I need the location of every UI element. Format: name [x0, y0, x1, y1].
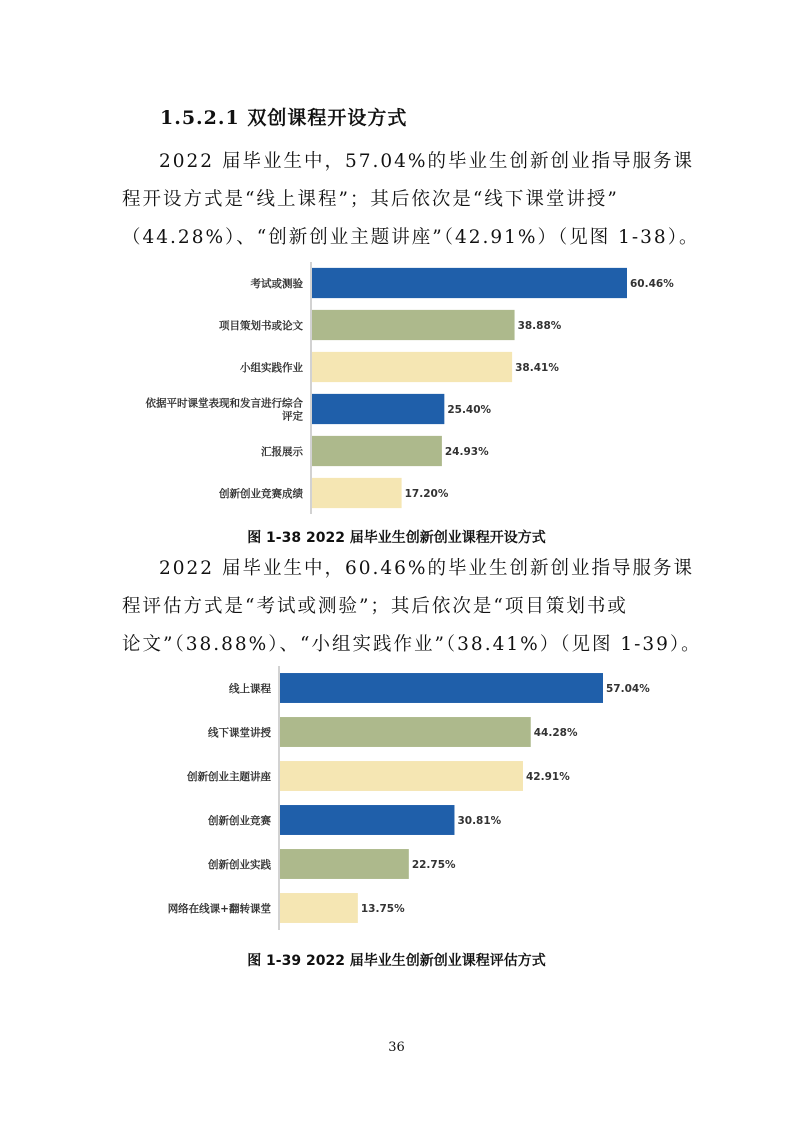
chart2-value-label-2: 44.28% — [533, 727, 578, 739]
paragraph-2 — [122, 550, 702, 664]
chart2-category-label-2-line-1: 线下课堂讲授 — [208, 727, 271, 739]
chart1-category-label-4-line-1: 依据平时课堂表现和发言进行综合 — [145, 397, 303, 410]
chart2-category-label-4-line-1: 创新创业竞赛 — [208, 815, 271, 827]
chart2-category-label-5-line-1: 创新创业实践 — [208, 859, 271, 871]
chart1-value-label-5: 24.93% — [444, 446, 489, 458]
chart1-bar-4 — [312, 394, 444, 424]
chart1-category-label-4 — [145, 397, 304, 423]
chart1-category-label-2 — [219, 319, 303, 332]
chart2-category-label-5 — [207, 858, 271, 871]
chart2-bar-2 — [280, 717, 531, 747]
paragraph-1-line-2: 程开设方式是“线上课程”；其后依次是“线下课堂讲授” — [122, 189, 619, 210]
chart2-value-label-1: 57.04% — [606, 683, 650, 695]
chart2-category-label-1 — [229, 682, 271, 695]
figure-caption-1-38: 图 1-38 2022 届毕业生创新创业课程开设方式 — [247, 530, 546, 546]
chart2-value-label-3: 42.91% — [525, 771, 570, 783]
chart1-category-label-3-line-1: 小组实践作业 — [240, 362, 303, 374]
chart1-category-label-4-line-2: 评定 — [282, 410, 303, 423]
chart1-bar-5 — [312, 436, 442, 466]
chart2-value-label-4: 30.81% — [457, 815, 502, 827]
chart2-bar-5 — [280, 849, 409, 879]
chart1-value-label-3: 38.41% — [515, 362, 559, 374]
chart1-category-label-5-line-1: 汇报展示 — [261, 446, 303, 458]
chart2-bar-1 — [280, 673, 603, 703]
paragraph-2-line-2: 程评估方式是“考试或测验”；其后依次是“项目策划书或 — [122, 596, 628, 617]
paragraph-2-line-3: 论文”（38.88%）、“小组实践作业”（38.41%）（见图 1-39）。 — [122, 634, 702, 655]
chart2-bar-3 — [280, 761, 523, 791]
paragraph-2-line-1: 2022 届毕业生中，60.46%的毕业生创新创业指导服务课 — [159, 558, 695, 579]
chart1-value-label-4: 25.40% — [447, 404, 492, 416]
chart1-category-label-3 — [240, 361, 303, 374]
chart2-category-label-2 — [208, 726, 271, 739]
chart2-category-label-3-line-1: 创新创业主题讲座 — [187, 771, 271, 783]
chart1-bar-3 — [312, 352, 512, 382]
chart1-category-label-1 — [251, 277, 304, 290]
chart2-value-label-6: 13.75% — [360, 903, 405, 915]
chart2-category-label-6 — [168, 902, 272, 915]
chart1-category-label-5 — [261, 445, 303, 458]
chart1-category-label-6-line-1: 创新创业竞赛成绩 — [219, 488, 303, 500]
paragraph-1-line-3: （44.28%）、“创新创业主题讲座”（42.91%）（见图 1-38）。 — [122, 227, 700, 248]
chart2-bar-4 — [280, 805, 454, 835]
chart1-category-label-6 — [218, 487, 303, 500]
chart1-value-label-6: 17.20% — [404, 488, 449, 500]
chart-course-assessment — [145, 262, 674, 514]
chart2-category-label-3 — [186, 770, 271, 783]
chart2-value-label-5: 22.75% — [411, 859, 456, 871]
chart1-category-label-2-line-1: 项目策划书或论文 — [219, 320, 303, 332]
chart2-category-label-4 — [207, 814, 271, 827]
paragraph-1 — [122, 143, 700, 257]
chart-course-delivery — [150, 666, 660, 930]
paragraph-1-line-1: 2022 届毕业生中，57.04%的毕业生创新创业指导服务课 — [159, 151, 695, 172]
chart1-bar-6 — [312, 478, 402, 508]
chart1-value-label-1: 60.46% — [630, 278, 674, 290]
page-number: 36 — [388, 1040, 405, 1055]
chart2-bar-6 — [280, 893, 358, 923]
chart1-bar-1 — [312, 268, 627, 298]
chart1-category-label-1-line-1: 考试或测验 — [250, 278, 303, 290]
chart1-bar-2 — [312, 310, 515, 340]
section-heading: 1.5.2.1 双创课程开设方式 — [160, 107, 408, 129]
chart1-value-label-2: 38.88% — [517, 320, 562, 332]
figure-caption-1-39: 图 1-39 2022 届毕业生创新创业课程评估方式 — [247, 953, 546, 969]
chart2-category-label-6-line-1: 网络在线课+翻转课堂 — [167, 903, 271, 915]
chart2-category-label-1-line-1: 线上课程 — [229, 683, 271, 695]
